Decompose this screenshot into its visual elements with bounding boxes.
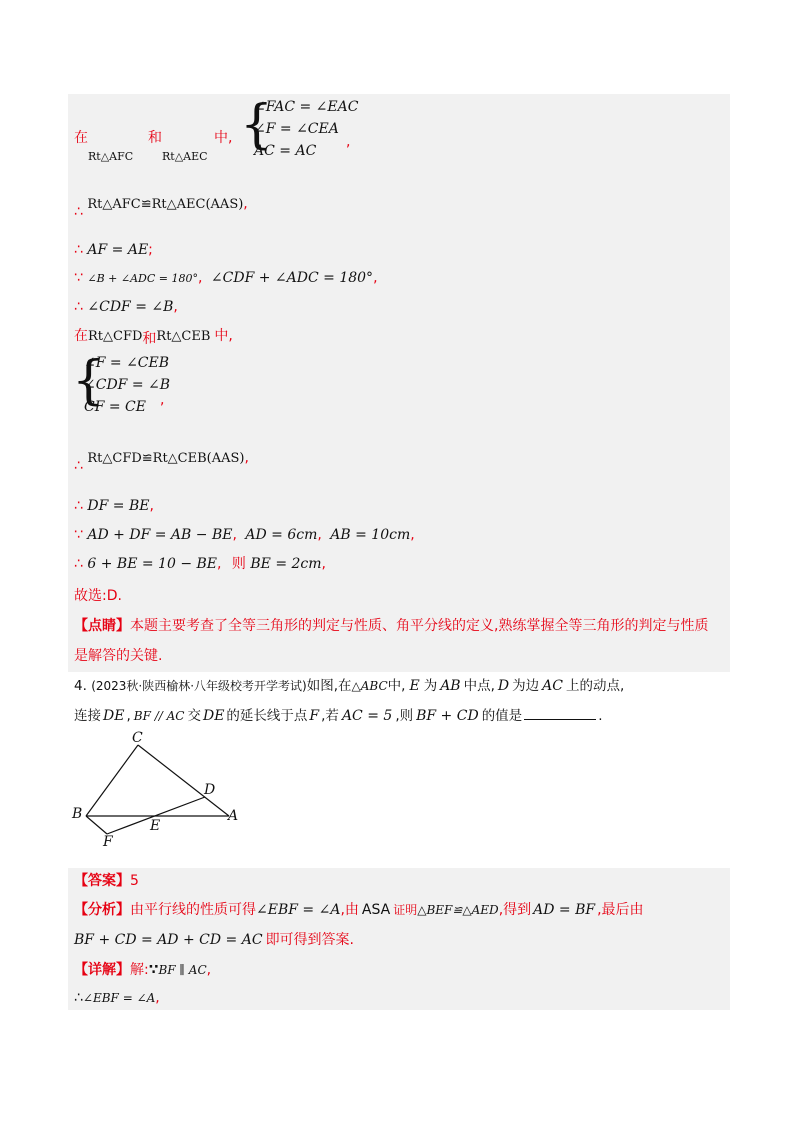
analysis-line-1: 【分析】由平行线的性质可得∠EBF = ∠A,由 ASA 证明△BEF≌△AED,得到 AD = BF ,最后由 (74, 902, 644, 918)
line-9: ∴ DF = BE, (74, 498, 154, 514)
line-12-answer-choice: 故选:D. (74, 588, 122, 604)
analysis-line-2: BF + CD = AD + CD = AC 即可得到答案. (74, 932, 355, 948)
system-2: ∠F = ∠CEB ∠CDF = ∠B CF = CE (84, 355, 171, 415)
comma-7: , (160, 392, 165, 408)
line-8: ∴ Rt△CFD≌Rt△CEB(AAS), (74, 450, 249, 474)
question-4-line-1: 4. (2023秋·陕西榆林·八年级校考开学考试)如图,在△ABC中, E 为 AB 中点, D 为边 AC 上的动点, (74, 678, 625, 694)
dianjing-line-2: 是解答的关键. (74, 648, 163, 664)
dianjing-line-1: 【点睛】本题主要考查了全等三角形的判定与性质、角平分线的定义,熟练掌握全等三角形的判定与性质 (74, 618, 709, 634)
line-6: 在Rt△CFD和Rt△CEB 中, (74, 328, 233, 347)
brace-1: { (240, 95, 274, 155)
system-1: ∠FAC = ∠EAC ∠F = ∠CEA AC = AC (254, 99, 359, 159)
answer-blank (524, 705, 596, 720)
point-label-C: C (132, 730, 143, 746)
segment-BF (86, 816, 107, 834)
point-label-D: D (204, 782, 216, 798)
line-4: ∵ ∠B + ∠ADC = 180°, ∠CDF + ∠ADC = 180°, (74, 270, 378, 286)
triangle-figure (66, 730, 266, 860)
point-label-F: F (103, 834, 113, 850)
zhong-1: 中, (214, 130, 233, 146)
rt-aec-label: Rt△AEC (162, 150, 208, 163)
line-3: ∴ AF = AE; (74, 242, 153, 258)
detail-line-1: 【详解】解:∵BF ∥ AC, (74, 962, 212, 978)
line-10: ∵ AD + DF = AB − BE, AD = 6cm, AB = 10cm, (74, 527, 415, 543)
brace-2: { (72, 351, 106, 411)
line-1: 在 (74, 130, 88, 146)
point-label-A: A (228, 808, 239, 824)
segment-BC (86, 745, 138, 816)
comma-1: , (346, 134, 351, 150)
line-11: ∴ 6 + BE = 10 − BE, 则 BE = 2cm, (74, 556, 326, 572)
point-label-B: B (72, 806, 83, 822)
answer-line: 【答案】5 (74, 873, 139, 889)
line-5: ∴ ∠CDF = ∠B, (74, 299, 178, 315)
line-2: ∴ Rt△AFC≌Rt△AEC(AAS), (74, 196, 248, 220)
point-label-E: E (150, 818, 161, 834)
he-1: 和 (148, 130, 162, 146)
rt-afc-label: Rt△AFC (88, 150, 134, 163)
detail-line-2: ∴∠EBF = ∠A, (74, 990, 160, 1006)
question-4-line-2: 连接 DE , BF // AC 交 DE 的延长线于点 F ,若 AC = 5 ,则 BF + CD 的值是 . (74, 705, 602, 726)
